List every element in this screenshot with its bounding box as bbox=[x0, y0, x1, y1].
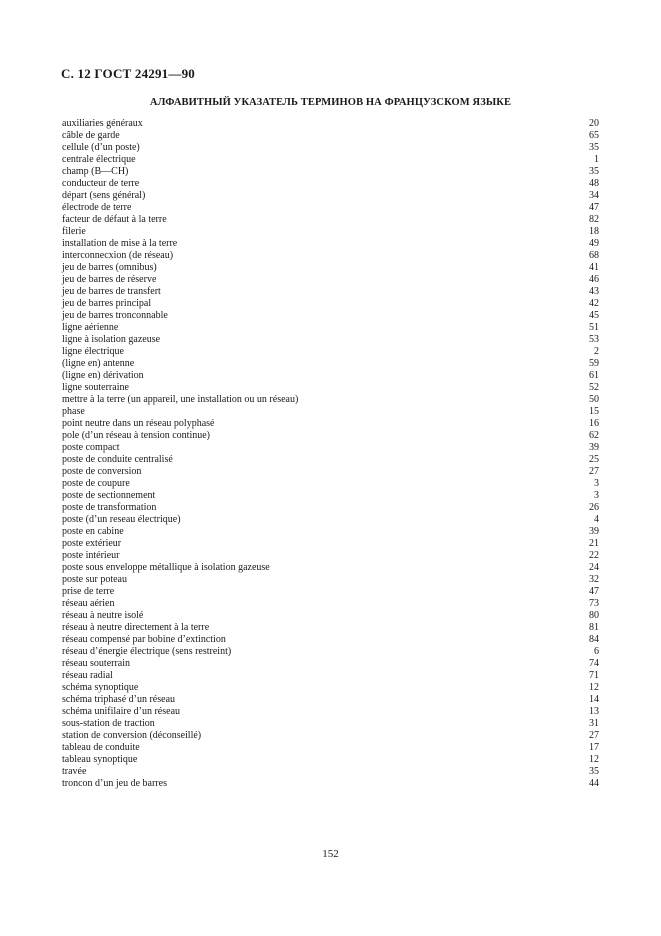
index-entry bbox=[62, 178, 599, 190]
index-entry bbox=[62, 682, 599, 694]
index-term-number: 16 bbox=[589, 418, 599, 429]
index-entry bbox=[62, 226, 599, 238]
index-term-number: 27 bbox=[589, 730, 599, 741]
index-entry bbox=[62, 562, 599, 574]
index-term-number: 27 bbox=[589, 466, 599, 477]
index-entry bbox=[62, 538, 599, 550]
index-term: ligne à isolation gazeuse bbox=[62, 334, 161, 345]
index-term: centrale électrique bbox=[62, 154, 136, 165]
index-term-number: 3 bbox=[594, 490, 599, 501]
index-term: réseau radial bbox=[62, 670, 113, 681]
index-term-number: 3 bbox=[594, 478, 599, 489]
index-term: interconnecxion (de réseau) bbox=[62, 250, 174, 261]
index-term-number: 50 bbox=[589, 394, 599, 405]
index-entry bbox=[62, 418, 599, 430]
index-term: réseau compensé par bobine d’extinction bbox=[62, 634, 226, 645]
index-entry bbox=[62, 382, 599, 394]
index-term-number: 51 bbox=[589, 322, 599, 333]
index-term-number: 47 bbox=[589, 202, 599, 213]
index-term-number: 13 bbox=[589, 706, 599, 717]
index-entry bbox=[62, 742, 599, 754]
index-term-number: 46 bbox=[589, 274, 599, 285]
index-term: poste de transformation bbox=[62, 502, 157, 513]
index-term: jeu de barres de transfert bbox=[62, 286, 161, 297]
index-term: phase bbox=[62, 406, 85, 417]
index-term: poste extérieur bbox=[62, 538, 122, 549]
index-term-number: 12 bbox=[589, 682, 599, 693]
index-term-number: 12 bbox=[589, 754, 599, 765]
index-entry bbox=[62, 250, 599, 262]
index-term: départ (sens général) bbox=[62, 190, 146, 201]
index-term-number: 71 bbox=[589, 670, 599, 681]
index-entry bbox=[62, 334, 599, 346]
index-term: pole (d’un réseau à tension continue) bbox=[62, 430, 211, 441]
index-term: filerie bbox=[62, 226, 86, 237]
index-term-number: 32 bbox=[589, 574, 599, 585]
index-term-number: 52 bbox=[589, 382, 599, 393]
index-entry bbox=[62, 706, 599, 718]
index-term: champ (В—CH) bbox=[62, 166, 129, 177]
index-entry bbox=[62, 622, 599, 634]
index-term-number: 42 bbox=[589, 298, 599, 309]
index-term: câble de garde bbox=[62, 130, 120, 141]
index-term: ligne aérienne bbox=[62, 322, 119, 333]
index-entry bbox=[62, 634, 599, 646]
index-term: poste en cabine bbox=[62, 526, 124, 537]
index-term-number: 14 bbox=[589, 694, 599, 705]
index-term: installation de mise à la terre bbox=[62, 238, 178, 249]
index-term-number: 74 bbox=[589, 658, 599, 669]
index-term-number: 81 bbox=[589, 622, 599, 633]
index-term: réseau souterrain bbox=[62, 658, 131, 669]
index-term: poste compact bbox=[62, 442, 120, 453]
index-term: jeu de barres principal bbox=[62, 298, 152, 309]
index-entry bbox=[62, 490, 599, 502]
index-entry bbox=[62, 514, 599, 526]
index-term: ligne souterraine bbox=[62, 382, 129, 393]
index-entry bbox=[62, 526, 599, 538]
index-entry bbox=[62, 502, 599, 514]
index-entry bbox=[62, 730, 599, 742]
page-number: 152 bbox=[322, 848, 339, 860]
index-term: jeu de barres de réserve bbox=[62, 274, 157, 285]
index-term-number: 41 bbox=[589, 262, 599, 273]
index-entry bbox=[62, 442, 599, 454]
index-term-number: 45 bbox=[589, 310, 599, 321]
index-term: jeu de barres (omnibus) bbox=[62, 262, 157, 273]
index-term: schéma triphasé d’un réseau bbox=[62, 694, 176, 705]
index-term-number: 62 bbox=[589, 430, 599, 441]
index-term-number: 1 bbox=[594, 154, 599, 165]
index-term: schéma unifilaire d’un réseau bbox=[62, 706, 181, 717]
index-term: station de conversion (déconseillé) bbox=[62, 730, 202, 741]
index-entry bbox=[62, 310, 599, 322]
index-term: réseau à neutre directement à la terre bbox=[62, 622, 210, 633]
index-term: facteur de défaut à la terre bbox=[62, 214, 167, 225]
index-term-number: 47 bbox=[589, 586, 599, 597]
index-entry bbox=[62, 190, 599, 202]
index-term: (ligne en) antenne bbox=[62, 358, 135, 369]
index-term: poste de conduite centralisé bbox=[62, 454, 173, 465]
index-term-number: 73 bbox=[589, 598, 599, 609]
index-entry bbox=[62, 214, 599, 226]
index-term: poste de coupure bbox=[62, 478, 130, 489]
index-term-number: 39 bbox=[589, 526, 599, 537]
index-term: mettre à la terre (un appareil, une installation ou un réseau) bbox=[62, 394, 299, 405]
index-entry bbox=[62, 586, 599, 598]
index-entry bbox=[62, 454, 599, 466]
index-entry bbox=[62, 598, 599, 610]
index-entry bbox=[62, 406, 599, 418]
index-term: troncon d’un jeu de barres bbox=[62, 778, 167, 789]
index-entry bbox=[62, 394, 599, 406]
index-entry bbox=[62, 550, 599, 562]
index-entry bbox=[62, 298, 599, 310]
index-term: (ligne en) dérivation bbox=[62, 370, 144, 381]
index-term: auxiliaries généraux bbox=[62, 118, 143, 129]
index-term: cellule (d’un poste) bbox=[62, 142, 140, 153]
index-entry bbox=[62, 670, 599, 682]
index-term: tableau de conduite bbox=[62, 742, 140, 753]
index-term: poste de conversion bbox=[62, 466, 142, 477]
index-term: prise de terre bbox=[62, 586, 115, 597]
index-entry bbox=[62, 646, 599, 658]
index-term: ligne électrique bbox=[62, 346, 124, 357]
index-term-number: 31 bbox=[589, 718, 599, 729]
index-entry bbox=[62, 430, 599, 442]
index-term: poste (d’un reseau électrique) bbox=[62, 514, 181, 525]
index-entry bbox=[62, 238, 599, 250]
index-term-number: 44 bbox=[589, 778, 599, 789]
index-term-number: 18 bbox=[589, 226, 599, 237]
index-entry bbox=[62, 754, 599, 766]
index-term-number: 39 bbox=[589, 442, 599, 453]
index-entry bbox=[62, 778, 599, 790]
index-entry bbox=[62, 694, 599, 706]
index-term-number: 61 bbox=[589, 370, 599, 381]
index-term-number: 20 bbox=[589, 118, 599, 129]
index-term: poste de sectionnement bbox=[62, 490, 156, 501]
index-term-number: 26 bbox=[589, 502, 599, 513]
index-entry bbox=[62, 466, 599, 478]
index-term: réseau aérien bbox=[62, 598, 115, 609]
index-entry bbox=[62, 346, 599, 358]
index-term-number: 4 bbox=[594, 514, 599, 525]
index-term-number: 48 bbox=[589, 178, 599, 189]
index-entry bbox=[62, 358, 599, 370]
index-term-number: 35 bbox=[589, 166, 599, 177]
index-entry bbox=[62, 262, 599, 274]
index-entry bbox=[62, 166, 599, 178]
index-term: travée bbox=[62, 766, 87, 777]
index-term-number: 80 bbox=[589, 610, 599, 621]
index-term-number: 35 bbox=[589, 766, 599, 777]
index-entry bbox=[62, 154, 599, 166]
index-entry bbox=[62, 118, 599, 130]
index-entry bbox=[62, 370, 599, 382]
index-term: conducteur de terre bbox=[62, 178, 140, 189]
index-term-number: 22 bbox=[589, 550, 599, 561]
index-term-number: 25 bbox=[589, 454, 599, 465]
index-entry bbox=[62, 574, 599, 586]
index-term-number: 34 bbox=[589, 190, 599, 201]
index-entry bbox=[62, 610, 599, 622]
index-term-number: 15 bbox=[589, 406, 599, 417]
index-term: électrode de terre bbox=[62, 202, 132, 213]
index-entry bbox=[62, 202, 599, 214]
index-term: sous-station de traction bbox=[62, 718, 155, 729]
index-title: АЛФАВИТНЫЙ УКАЗАТЕЛЬ ТЕРМИНОВ НА ФРАНЦУЗСКОМ ЯЗЫКЕ bbox=[149, 97, 512, 108]
index-term: poste sur poteau bbox=[62, 574, 127, 585]
page-header: С. 12 ГОСТ 24291—90 bbox=[61, 66, 195, 81]
index-entry bbox=[62, 766, 599, 778]
index-entry bbox=[62, 718, 599, 730]
index-term-number: 35 bbox=[589, 142, 599, 153]
index-term-number: 21 bbox=[589, 538, 599, 549]
index-term-number: 53 bbox=[589, 334, 599, 345]
index-term: jeu de barres tronconnable bbox=[62, 310, 168, 321]
index-term-number: 6 bbox=[594, 646, 599, 657]
index-entry bbox=[62, 478, 599, 490]
index-term: schéma synoptique bbox=[62, 682, 139, 693]
index-term: réseau d’énergie électrique (sens restreint) bbox=[62, 646, 232, 657]
index-entry bbox=[62, 658, 599, 670]
index-term: poste sous enveloppe métallique à isolation gazeuse bbox=[62, 562, 270, 573]
index-entry bbox=[62, 286, 599, 298]
index-term-number: 82 bbox=[589, 214, 599, 225]
index-term: tableau synoptique bbox=[62, 754, 138, 765]
index-term-number: 68 bbox=[589, 250, 599, 261]
index-term-number: 43 bbox=[589, 286, 599, 297]
index-term-number: 84 bbox=[589, 634, 599, 645]
index-entry bbox=[62, 142, 599, 154]
index-term-number: 59 bbox=[589, 358, 599, 369]
term-index-list bbox=[62, 118, 599, 790]
index-entry bbox=[62, 322, 599, 334]
index-term-number: 2 bbox=[594, 346, 599, 357]
index-entry bbox=[62, 274, 599, 286]
index-term: poste intérieur bbox=[62, 550, 120, 561]
index-term-number: 65 bbox=[589, 130, 599, 141]
index-term-number: 24 bbox=[589, 562, 599, 573]
index-term: réseau à neutre isolé bbox=[62, 610, 144, 621]
index-entry bbox=[62, 130, 599, 142]
index-term-number: 17 bbox=[589, 742, 599, 753]
index-term: point neutre dans un réseau polyphasé bbox=[62, 418, 215, 429]
index-term-number: 49 bbox=[589, 238, 599, 249]
